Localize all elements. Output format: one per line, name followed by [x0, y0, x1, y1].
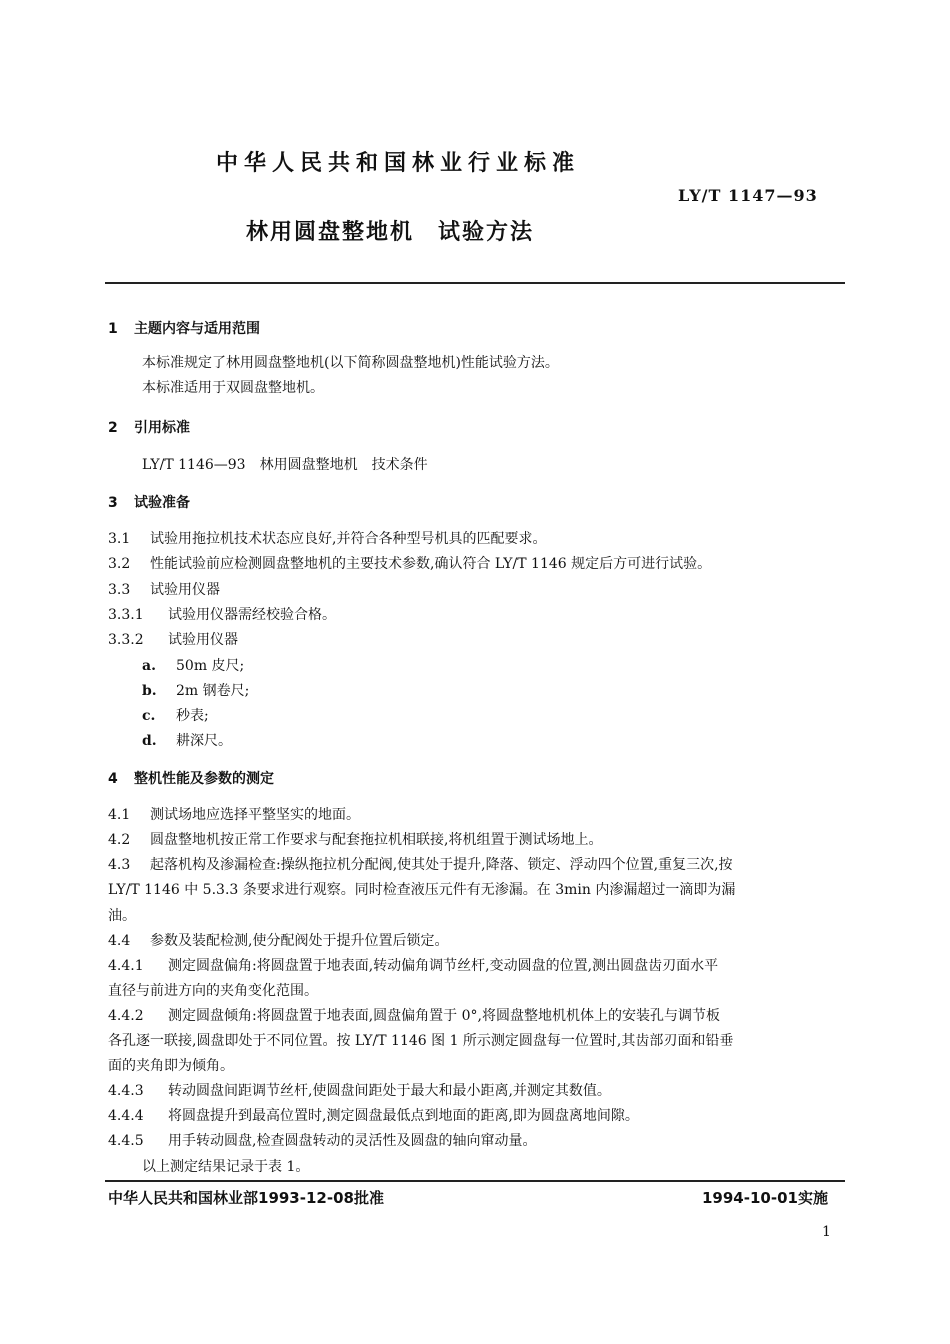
item-4-2: 4.2 圆盘整地机按正常工作要求与配套拖拉机相联接,将机组置于测试场地上。 [108, 832, 603, 848]
standard-code: LY/T 1147—93 [678, 186, 818, 205]
item-4-4-3: 4.4.3 转动圆盘间距调节丝杆,使圆盘间距处于最大和最小距离,并测定其数值。 [108, 1083, 611, 1099]
section-2-reference: LY/T 1146—93 林用圆盘整地机 技术条件 [142, 457, 428, 473]
footer-divider [105, 1180, 845, 1182]
item-4-4-2: 4.4.2 测定圆盘倾角:将圆盘置于地表面,圆盘偏角置于 0°,将圆盘整地机机体上的安装孔与调节板 [108, 1008, 720, 1024]
list-item: c. 秒表; [142, 708, 209, 724]
item-3-2: 3.2 性能试验前应检测圆盘整地机的主要技术参数,确认符合 LY/T 1146 规定后方可进行试验。 [108, 556, 712, 572]
doc-title: 林用圆盘整地机 试验方法 [246, 220, 535, 245]
section-1-heading: 1 主题内容与适用范围 [108, 321, 260, 337]
item-4-4-1: 4.4.1 测定圆盘偏角:将圆盘置于地表面,转动偏角调节丝杆,变动圆盘的位置,测出圆盘齿刃面水平 [108, 958, 719, 974]
item-4-4: 4.4 参数及装配检测,使分配阀处于提升位置后锁定。 [108, 933, 449, 949]
org-title: 中华人民共和国林业行业标准 [216, 151, 581, 176]
item-4-4-5: 4.4.5 用手转动圆盘,检查圆盘转动的灵活性及圆盘的轴向窜动量。 [108, 1133, 537, 1149]
list-item: a. 50m 皮尺; [142, 658, 245, 674]
effective-date: 1994-10-01实施 [702, 1189, 828, 1207]
approval-line: 中华人民共和国林业部1993-12-08批准 [108, 1189, 384, 1207]
item-4-4-2-line-3: 面的夹角即为倾角。 [108, 1058, 234, 1074]
item-3-3-1: 3.3.1 试验用仪器需经校验合格。 [108, 607, 336, 623]
item-4-4-1-line-2: 直径与前进方向的夹角变化范围。 [108, 983, 318, 999]
section-1-para-1: 本标准规定了林用圆盘整地机(以下简称圆盘整地机)性能试验方法。 [142, 355, 559, 371]
item-3-3: 3.3 试验用仪器 [108, 582, 220, 598]
item-4-3-line-3: 油。 [108, 908, 136, 924]
header-divider [105, 282, 845, 284]
item-4-3: 4.3 起落机构及渗漏检查:操纵拖拉机分配阀,使其处于提升,降落、锁定、浮动四个位置,重复三次,按 [108, 857, 733, 873]
list-item: b. 2m 钢卷尺; [142, 683, 250, 699]
section-1-para-2: 本标准适用于双圆盘整地机。 [142, 380, 324, 396]
page-number: 1 [822, 1224, 831, 1240]
item-3-1: 3.1 试验用拖拉机技术状态应良好,并符合各种型号机具的匹配要求。 [108, 531, 547, 547]
item-4-4-4: 4.4.4 将圆盘提升到最高位置时,测定圆盘最低点到地面的距离,即为圆盘离地间隙。 [108, 1108, 639, 1124]
section-4-heading: 4 整机性能及参数的测定 [108, 771, 274, 787]
item-4-3-line-2: LY/T 1146 中 5.3.3 条要求进行观察。同时检查液压元件有无渗漏。在 3min 内渗漏超过一滴即为漏 [108, 882, 736, 898]
item-3-3-2: 3.3.2 试验用仪器 [108, 632, 238, 648]
section-2-heading: 2 引用标准 [108, 420, 190, 436]
item-4-4-2-line-2: 各孔逐一联接,圆盘即处于不同位置。按 LY/T 1146 图 1 所示测定圆盘每一位置时,其齿部刃面和铅垂 [108, 1033, 734, 1049]
results-note: 以上测定结果记录于表 1。 [142, 1159, 310, 1175]
list-item: d. 耕深尺。 [142, 733, 232, 749]
section-3-heading: 3 试验准备 [108, 495, 190, 511]
item-4-1: 4.1 测试场地应选择平整坚实的地面。 [108, 807, 360, 823]
